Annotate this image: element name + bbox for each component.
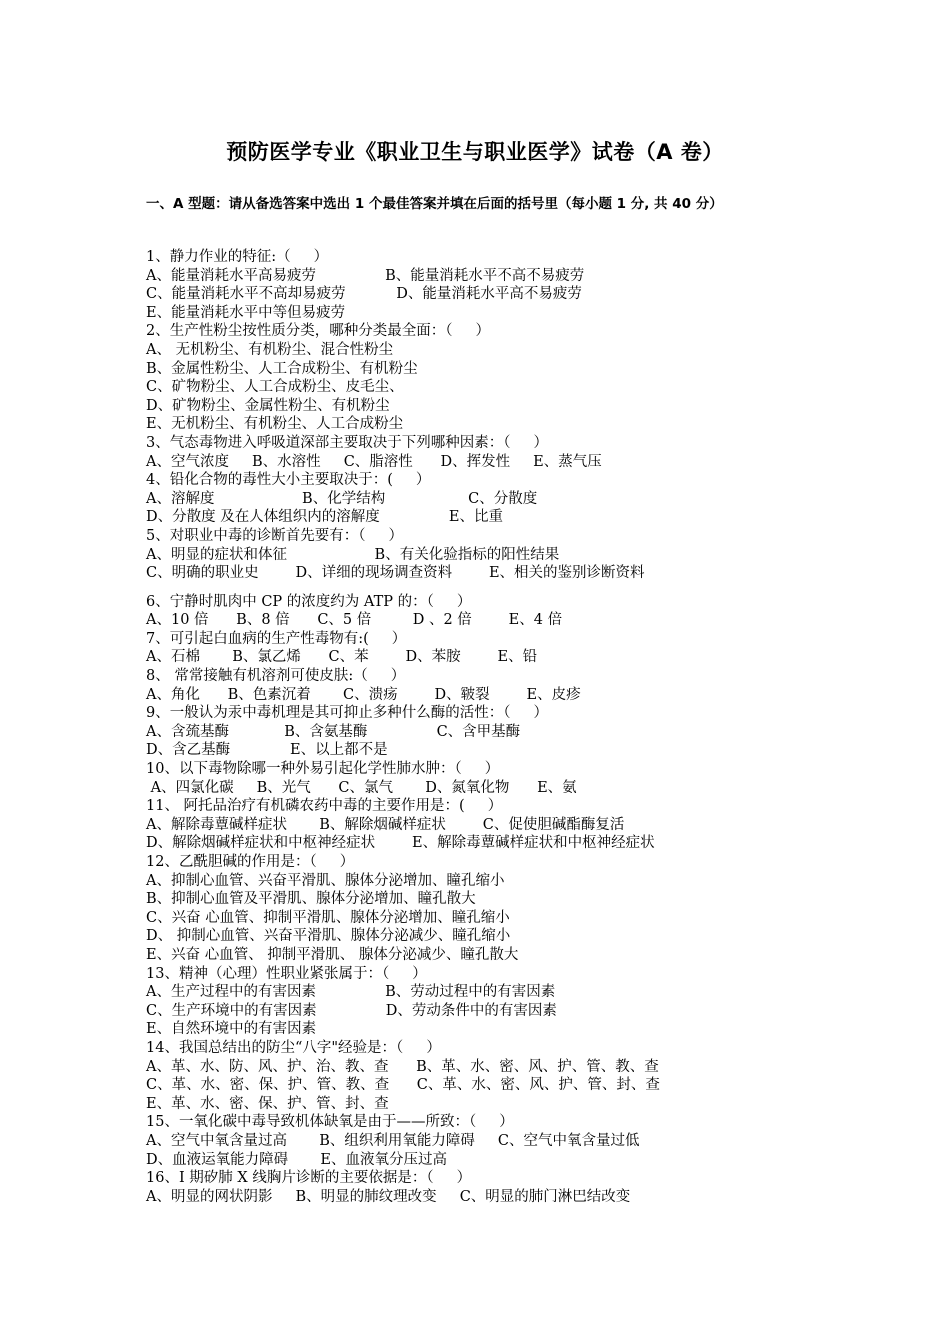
- question-line: 14、我国总结出的防尘“八字"经验是：（ ）: [146, 1039, 441, 1056]
- question-line: C、明确的职业史 D、详细的现场调查资料 E、相关的鉴别诊断资料: [146, 565, 645, 582]
- question-line: C、矿物粉尘、人工合成粉尘、皮毛尘、: [146, 379, 404, 396]
- question-line: E、无机粉尘、有机粉尘、人工合成粉尘: [146, 416, 404, 433]
- question-line: 5、对职业中毒的诊断首先要有：（ ）: [146, 527, 404, 544]
- question-line: E、自然环境中的有害因素: [146, 1021, 317, 1038]
- question-line: D、含乙基酶 E、以上都不是: [146, 742, 388, 759]
- question-line: A、空气浓度 B、水溶性 C、脂溶性 D、挥发性 E、蒸气压: [146, 453, 602, 470]
- question-line: 11、 阿托品治疗有机磷农药中毒的主要作用是：( ）: [146, 798, 503, 815]
- question-line: D、分散度 及在人体组织内的溶解度 E、比重: [146, 509, 503, 526]
- question-line: D、 抑制心血管、兴奋平滑肌、腺体分泌减少、瞳孔缩小: [146, 928, 511, 945]
- question-line: A、生产过程中的有害因素 B、劳动过程中的有害因素: [146, 984, 556, 1001]
- question-line: 9、一般认为汞中毒机理是其可抑止多种什么酶的活性：（ ）: [146, 705, 549, 722]
- paragraph-gap: [146, 583, 846, 593]
- question-line: A、能量消耗水平高易疲劳 B、能量消耗水平不高不易疲劳: [146, 267, 585, 284]
- question-line: C、能量消耗水平不高却易疲劳 D、能量消耗水平高不易疲劳: [146, 286, 582, 303]
- question-line: 6、宁静时肌肉中 CP 的浓度约为 ATP 的：（ ）: [146, 593, 472, 610]
- question-line: A、抑制心血管、兴奋平滑肌、腺体分泌增加、瞳孔缩小: [146, 872, 505, 889]
- question-line: D、血液运氧能力障碍 E、血液氧分压过高: [146, 1151, 447, 1168]
- question-line: 12、乙酰胆碱的作用是：（ ）: [146, 854, 355, 870]
- question-line: A、角化 B、色素沉着 C、溃疡 D、皲裂 E、皮疹: [146, 686, 581, 703]
- question-line: E、兴奋 心血管、 抑制平滑肌、 腺体分泌减少、瞳孔散大: [146, 946, 519, 963]
- question-line: A、革、水、防、风、护、治、教、查 B、革、水、密、风、护、管、教、查: [146, 1058, 659, 1075]
- question-line: D、解除烟碱样症状和中枢神经症状 E、解除毒蕈碱样症状和中枢神经症状: [146, 835, 655, 852]
- section-heading: 一、A 型题：请从备选答案中选出 1 个最佳答案并填在后面的括号里（每小题 1 分, 共 40 分）: [146, 196, 723, 212]
- question-line: E、革、水、密、保、护、管、封、查: [146, 1095, 389, 1112]
- question-line: A、溶解度 B、化学结构 C、分散度: [146, 490, 538, 507]
- question-line: 7、可引起白血病的生产性毒物有:( ）: [146, 630, 407, 647]
- question-line: 15、一氧化碳中毒导致机体缺氧是由于——所致：（ ）: [146, 1114, 514, 1131]
- question-line: D、矿物粉尘、金属性粉尘、有机粉尘: [146, 397, 390, 414]
- question-line: A、含巯基酶 B、含氨基酶 C、含甲基酶: [146, 723, 521, 740]
- question-line: A、 无机粉尘、有机粉尘、混合性粉尘: [146, 341, 394, 358]
- question-line: 16、I 期矽肺 X 线胸片诊断的主要依据是：（ ）: [146, 1170, 472, 1187]
- question-line: 4、铅化合物的毒性大小主要取决于：( ）: [146, 472, 431, 489]
- question-line: A、明显的网状阴影 B、明显的肺纹理改变 C、明显的肺门淋巴结改变: [146, 1188, 631, 1205]
- question-line: A、四氯化碳 B、光气 C、氯气 D、氮氧化物 E、氨: [146, 779, 577, 796]
- question-line: A、10 倍 B、8 倍 C、5 倍 D 、2 倍 E、4 倍: [146, 612, 563, 629]
- exam-title: 预防医学专业《职业卫生与职业医学》试卷（A 卷）: [226, 140, 724, 164]
- question-line: C、生产环境中的有害因素 D、劳动条件中的有害因素: [146, 1002, 557, 1019]
- question-line: B、抑制心血管及平滑肌、腺体分泌增加、瞳孔散大: [146, 891, 476, 908]
- question-line: C、兴奋 心血管、抑制平滑肌、腺体分泌增加、瞳孔缩小: [146, 909, 510, 926]
- question-line: E、能量消耗水平中等但易疲劳: [146, 304, 346, 321]
- question-line: C、革、水、密、保、护、管、教、查 C、革、水、密、风、护、管、封、查: [146, 1077, 660, 1094]
- question-line: A、石棉 B、氯乙烯 C、苯 D、苯胺 E、铅: [146, 649, 538, 666]
- question-line: A、空气中氧含量过高 B、组织利用氧能力障碍 C、空气中氧含量过低: [146, 1132, 640, 1149]
- question-line: A、明显的症状和体征 B、有关化验指标的阳性结果: [146, 546, 560, 563]
- question-line: 3、气态毒物进入呼吸道深部主要取决于下列哪种因素：（ ）: [146, 434, 549, 451]
- question-line: A、解除毒蕈碱样症状 B、解除烟碱样症状 C、促使胆碱酯酶复活: [146, 816, 625, 833]
- question-line: 1、静力作业的特征:（ ）: [146, 249, 329, 265]
- question-list: [146, 248, 846, 1206]
- question-line: 13、精神（心理）性职业紧张属于：（ ）: [146, 965, 427, 982]
- question-line: 10、以下毒物除哪一种外易引起化学性肺水肿：（ ）: [146, 761, 500, 778]
- question-line: B、金属性粉尘、人工合成粉尘、有机粉尘: [146, 360, 418, 377]
- question-line: 8、 常常接触有机溶剂可使皮肤:（ ）: [146, 668, 406, 685]
- question-line: 2、生产性粉尘按性质分类，哪种分类最全面：（ ）: [146, 323, 491, 340]
